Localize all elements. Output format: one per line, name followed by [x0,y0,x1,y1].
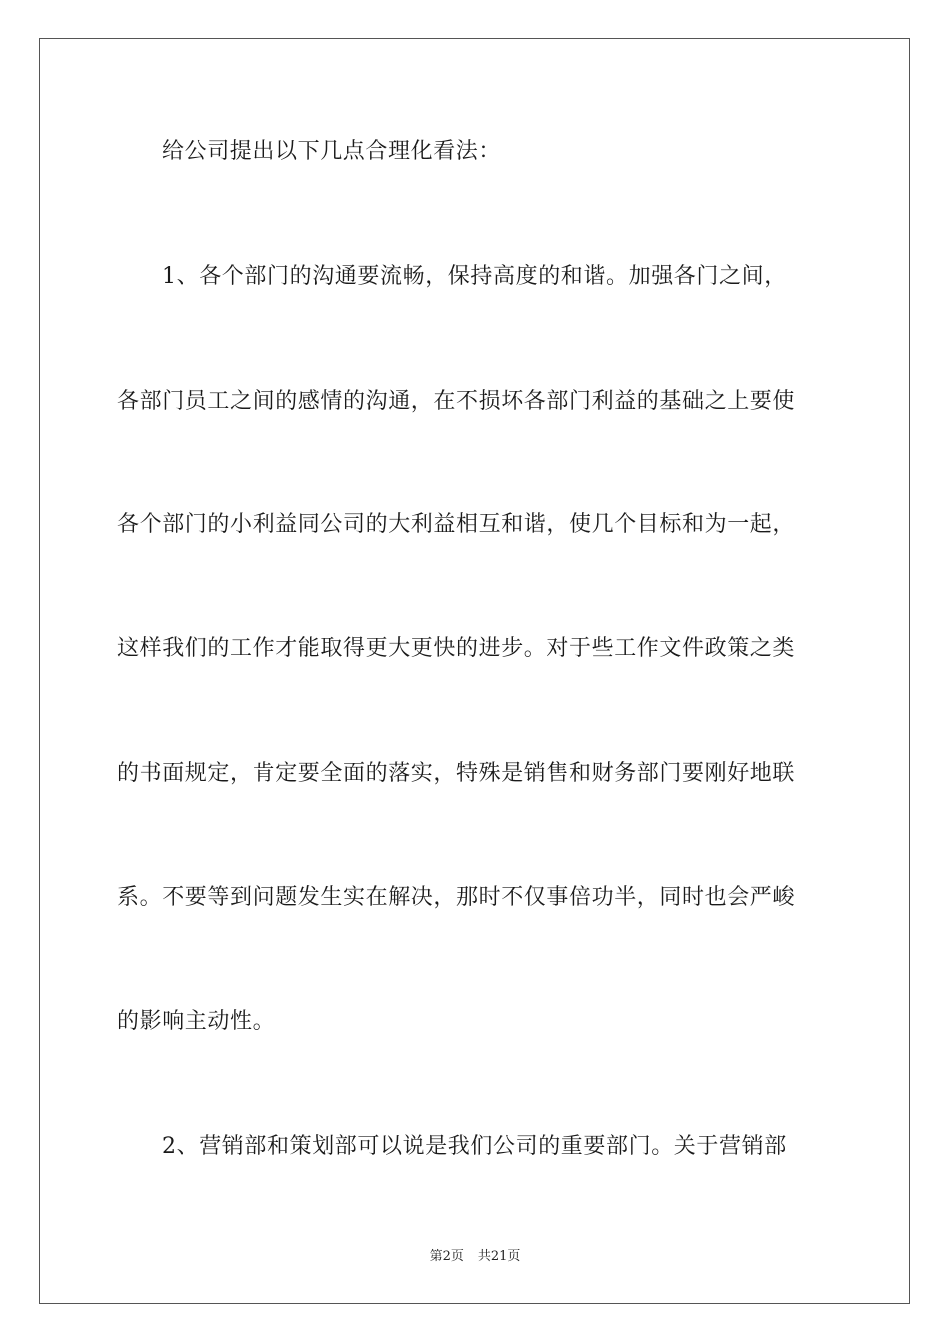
page-footer [0,1248,950,1266]
page-border [39,38,910,1304]
page-total: 共21页 [477,1249,521,1264]
paragraph-intro: 给公司提出以下几点合理化看法： [162,139,502,164]
paragraph-1-line-5: 的书面规定，肯定要全面的落实，特殊是销售和财务部门要刚好地联 [117,761,796,786]
paragraph-1-line-7: 的影响主动性。 [117,1009,276,1034]
paragraph-1-line-6: 系。不要等到问题发生实在解决，那时不仅事倍功半，同时也会严峻 [117,885,796,910]
paragraph-1-line-2: 各部门员工之间的感情的沟通，在不损坏各部门利益的基础之上要使 [117,389,796,414]
paragraph-1-line-4: 这样我们的工作才能取得更大更快的进步。对于些工作文件政策之类 [117,636,796,661]
page-number: 第2页 [429,1249,464,1264]
paragraph-2-line-1: 2、营销部和策划部可以说是我们公司的重要部门。关于营销部 [162,1134,787,1159]
paragraph-1-line-1: 1、各个部门的沟通要流畅，保持高度的和谐。加强各门之间， [162,264,787,289]
paragraph-1-line-3: 各个部门的小利益同公司的大利益相互和谐，使几个目标和为一起， [117,512,796,537]
